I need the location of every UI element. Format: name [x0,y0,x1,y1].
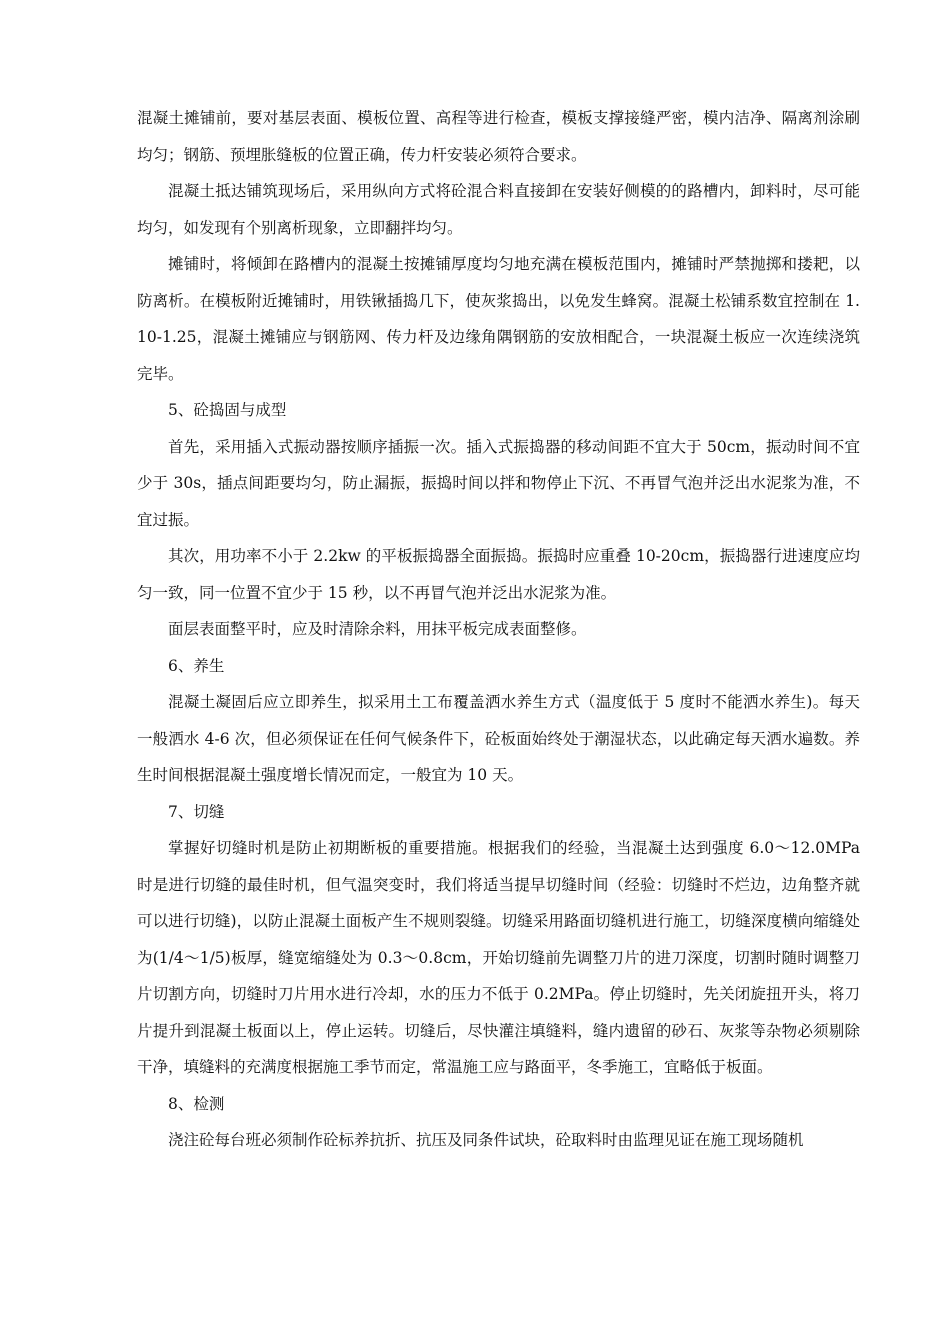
section-heading-testing: 8、检测 [168,1094,225,1113]
paragraph-concrete-unloading: 混凝土抵达铺筑现场后，采用纵向方式将砼混合料直接卸在安装好侧模的的路槽内，卸料时，尽可能均匀，如发现有个别离析现象，立即翻拌均匀。 [137,182,860,237]
document-body [137,100,860,1159]
section-heading-joint-cutting: 7、切缝 [168,802,225,821]
section-heading-curing: 6、养生 [168,656,225,675]
paragraph-surface-finishing: 面层表面整平时，应及时清除余料，用抹平板完成表面整修。 [168,620,587,638]
paragraph-curing: 混凝土凝固后应立即养生，拟采用土工布覆盖洒水养生方式（温度低于 5 度时不能洒水养生)。每天一般洒水 4-6 次，但必须保证在任何气候条件下，砼板面始终处于潮湿状态，以此确定每天洒水遍数。养生时间根据混凝土强度增长情况而定，一般宜为 10 天。 [137,693,860,784]
section-heading-compaction: 5、砼捣固与成型 [168,401,287,419]
paragraph-vibrator-insertion: 首先，采用插入式振动器按顺序插振一次。插入式振捣器的移动间距不宜大于 50cm，振动时间不宜少于 30s，插点间距要均匀，防止漏振，振捣时间以拌和物停止下沉、不再冒气泡并泛出水泥浆为准，不宜过振。 [137,437,860,529]
paragraph-paving-inspection: 混凝土摊铺前，要对基层表面、模板位置、高程等进行检查，模板支撑接缝严密，模内洁净、隔离剂涂刷均匀；钢筋、预埋胀缝板的位置正确，传力杆安装必须符合要求。 [137,109,860,164]
paragraph-testing: 浇注砼每台班必须制作砼标养抗折、抗压及同条件试块，砼取料时由监理见证在施工现场随机 [168,1131,804,1149]
paragraph-joint-cutting: 掌握好切缝时机是防止初期断板的重要措施。根据我们的经验，当混凝土达到强度 6.0～12.0MPa 时是进行切缝的最佳时机，但气温突变时，我们将适当提早切缝时间（经验：切缝时不烂边，边角整齐就可以进行切缝)，以防止混凝土面板产生不规则裂缝。切缝采用路面切缝机进行施工，切缝深度横向缩缝处为(1/4～1/5)板厚，缝宽缩缝处为 0.3～0.8cm，开始切缝前先调整刀片的进刀深度，切割时随时调整刀片切割方向，切缝时刀片用水进行冷却，水的压力不低于 0.2MPa。停止切缝时，先关闭旋扭开头，将刀片提升到混凝土板面以上，停止运转。切缝后，尽快灌注填缝料，缝内遗留的砂石、灰浆等杂物必须剔除干净，填缝料的充满度根据施工季节而定，常温施工应与路面平，冬季施工，宜略低于板面。 [137,839,860,1076]
paragraph-spreading: 摊铺时，将倾卸在路槽内的混凝土按摊铺厚度均匀地充满在模板范围内，摊铺时严禁抛掷和搂耙，以防离析。在模板附近摊铺时，用铁锹插捣几下，使灰浆捣出，以免发生蜂窝。混凝土松铺系数宜控制在 1.10-1.25，混凝土摊铺应与钢筋网、传力杆及边缘角隅钢筋的安放相配合，一块混凝土板应一次连续浇筑完毕。 [137,255,860,383]
paragraph-plate-vibrator: 其次，用功率不小于 2.2kw 的平板振捣器全面振捣。振捣时应重叠 10-20cm，振捣器行进速度应均匀一致，同一位置不宜少于 15 秒，以不再冒气泡并泛出水泥浆为准。 [137,547,860,602]
